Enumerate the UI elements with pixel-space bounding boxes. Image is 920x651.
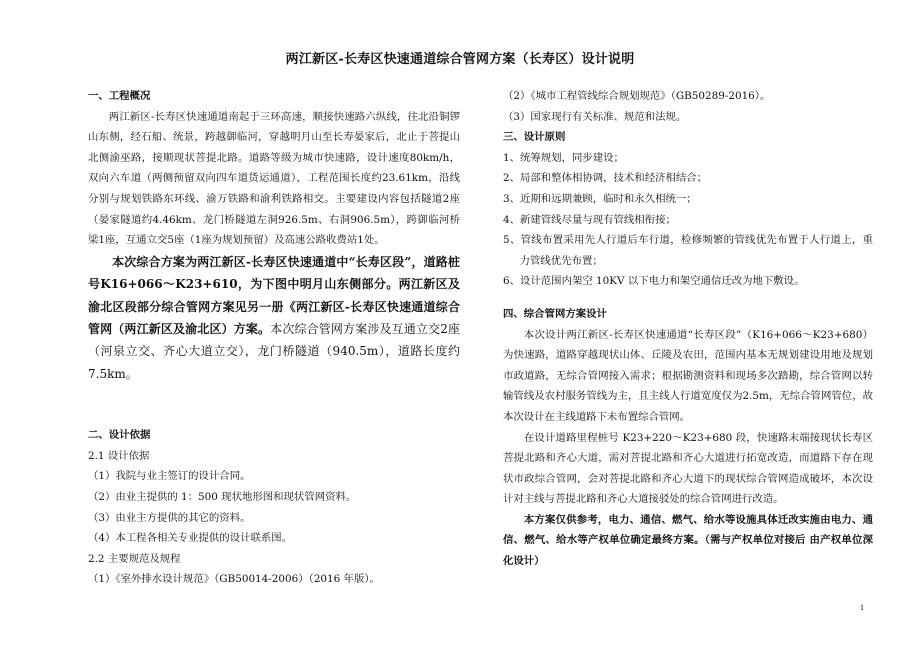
section-1-heading: 一、工程概况 — [88, 90, 151, 102]
basis-item: （4）本工程各相关专业提供的设计联系图。 — [88, 532, 293, 545]
basis-item: （3）由业主方提供的其它的资料。 — [88, 511, 251, 524]
spacer — [503, 292, 873, 304]
section-1-paragraph-2-rest: 本次综合管网方案涉及互通立交2座（河泉立交、齐心大道立交），龙门桥隧道（940.5m），道路长度约7.5km。 — [88, 321, 460, 381]
section-3-heading: 三、设计原则 — [503, 131, 566, 144]
section-4-paragraph-3: 本方案仅供参考，电力、通信、燃气、给水等设施具体迁改实施由电力、通信、燃气、给水等产权单位确定最终方案。（需与产权单位对接后 由产权单位深化设计） — [503, 513, 873, 568]
basis-item: （1）我院与业主签订的设计合同。 — [88, 470, 251, 483]
basis-item: （2）由业主提供的 1：500 现状地形图和现状管网资料。 — [88, 490, 357, 503]
section-2-heading: 二、设计依据 — [88, 429, 151, 442]
section-2-2-heading: 2.2 主要规范及规程 — [88, 552, 181, 565]
section-1-paragraph-2 — [88, 251, 460, 385]
page-number: 1 — [860, 603, 864, 612]
spacer — [88, 385, 460, 425]
section-4-heading: 四、综合管网方案设计 — [503, 307, 607, 320]
left-column — [88, 86, 460, 590]
standard-item: （1）《室外排水设计规范》（GB50014-2006）（2016 年版）。 — [88, 573, 380, 586]
section-1-paragraph-2-bold: 本次综合方案为两江新区-长寿区快速通道中“长寿区段”，道路桩号K16+066～K23+610，为下图中明月山东侧部分。两江新区及渝北区段部分综合管网方案见另一册《两江新区-长寿区快速通道综合管网（两江新区及渝北区）方案。 — [88, 254, 460, 336]
principle-item: 6、设计范围内架空 10KV 以下电力和架空通信迁改为地下敷设。 — [503, 275, 805, 288]
principle-item: 5、管线布置采用先人行道后车行道，检修频繁的管线优先布置于人行道上，重力管线优先布置； — [503, 234, 873, 267]
section-2-1-heading: 2.1 设计依据 — [88, 449, 150, 462]
page-title: 两江新区-长寿区快速通道综合管网方案（长寿区）设计说明 — [285, 52, 635, 67]
principle-item: 3、近期和远期兼顾，临时和永久相统一； — [503, 192, 697, 205]
standard-item: （2）《城市工程管线综合规划规范》（GB50289-2016）。 — [503, 90, 771, 102]
right-column — [503, 86, 873, 572]
standard-item: （3）国家现行有关标准、规范和法规。 — [503, 110, 687, 123]
section-4-paragraph-1: 本次设计两江新区-长寿区快速通道“长寿区段”（K16+066～K23+680）为快速路，道路穿越现状山体、丘陵及农田，范围内基本无规划建设用地及规划市政道路，无综合管网接入需求；根据勘测资料和现场多次踏勘，综合管网以转输管线及农村服务管线为主，且主线人行道宽度仅为2.5m，无综合管网管位，故本次设计在主线道路下未布置综合管网。 — [503, 328, 873, 423]
principle-item: 2、局部和整体相协调，技术和经济相结合； — [503, 172, 708, 185]
principle-item: 1、统筹规划，同步建设； — [503, 151, 624, 164]
principle-item: 4、新建管线尽量与现有管线相衔接； — [503, 213, 676, 226]
section-4-paragraph-2: 在设计道路里程桩号 K23+220～K23+680 段，快速路末端接现状长寿区菩提北路和齐心大道，需对菩提北路和齐心大道进行拓宽改造，而道路下存在现状市政综合管网，会对菩提北路和齐心大道下的现状综合管网造成破坏，本次设计对主线与菩提北路和齐心大道接驳处的综合管网进行改造。 — [503, 431, 873, 506]
section-1-paragraph-1: 两江新区-长寿区快速通道南起于三环高速，顺接快速路六纵线，往北沿铜锣山东侧，经石船、统景，跨越御临河，穿越明月山至长寿晏家后，北止于菩提山北侧渝巫路，接顺现状菩提北路。道路等级为城市快速路，设计速度80km/h，双向六车道（两侧预留双向四车道货运通道），工程范围长度约23.61km，沿线分别与规划铁路东环线、渝万铁路和渝利铁路相交。主要建设内容包括隧道2座（晏家隧道约4.46km、龙门桥隧道左洞926.5m、右洞906.5m），跨御临河桥梁1座，互通立交5座（1座为规划预留）及高速公路收费站1处。 — [88, 110, 460, 247]
